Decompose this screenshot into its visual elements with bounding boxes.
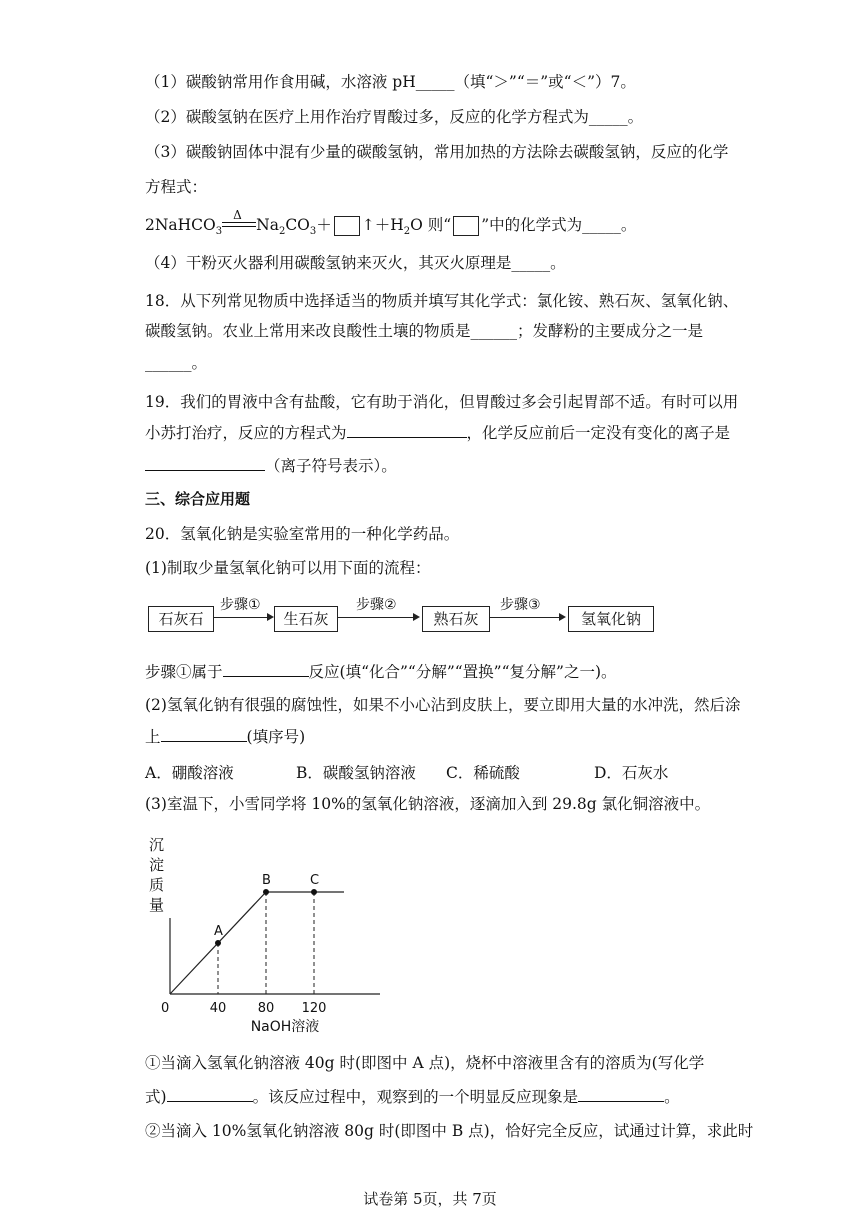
q20-3-2-line1: ②当滴入 10%氢氧化钠溶液 80g 时(即图中 B 点)，恰好完全反应，试通过计算，求此时 xyxy=(145,1122,754,1140)
flow-box-slaked-lime: 熟石灰 xyxy=(422,606,490,632)
q20-blank-2[interactable] xyxy=(161,726,247,742)
q19-line3: （离子符号表示）。 xyxy=(145,455,397,476)
q20-part2-line2: 上 (填序号) xyxy=(145,728,306,746)
page-footer: 试卷第 5页，共 7页 xyxy=(363,1190,497,1208)
q17-part2: （2）碳酸氢钠在医疗上用作治疗胃酸过多，反应的化学方程式为_____。 xyxy=(145,108,644,126)
q18-line3: ______。 xyxy=(145,354,208,372)
q20-part1-question: 步骤①属于 反应(填“化合”“分解”“置换”“复分解”之一)。 xyxy=(145,663,617,681)
q20-part3: (3)室温下，小雪同学将 10%的氢氧化钠溶液，逐滴加入到 29.8g 氯化铜溶液中。 xyxy=(145,795,711,813)
q17-part1: （1）碳酸钠常用作食用碱，水溶液 pH_____（填“＞”“＝”或“＜”）7。 xyxy=(145,73,636,91)
q20-part2-line1: (2)氢氧化钠有很强的腐蚀性，如果不小心沾到皮肤上，要立即用大量的水冲洗，然后涂 xyxy=(145,696,741,714)
q18-line2: 碳酸氢钠。农业上常用来改良酸性土壤的物质是______；发酵粉的主要成分之一是 xyxy=(145,322,704,340)
flow-step-3: 步骤③ xyxy=(500,597,541,613)
point-b xyxy=(263,889,269,895)
q20-blank-4[interactable] xyxy=(578,1086,664,1102)
svg-text:质: 质 xyxy=(149,876,165,894)
x-tick-40: 40 xyxy=(209,1001,227,1016)
q20-part1: (1)制取少量氢氧化钠可以用下面的流程： xyxy=(145,559,431,577)
point-c xyxy=(311,889,317,895)
precipitate-chart xyxy=(145,826,405,1036)
origin-label: 0 xyxy=(161,1001,170,1016)
option-b[interactable]: B．碳酸氢钠溶液 xyxy=(296,764,416,782)
y-axis-label xyxy=(149,836,164,914)
point-label-a: A xyxy=(214,924,223,939)
flow-step-1: 步骤① xyxy=(220,597,261,613)
answer-box-2[interactable] xyxy=(453,216,479,236)
point-label-b: B xyxy=(262,873,271,888)
q17-part4: （4）干粉灭火器利用碳酸氢钠来灭火，其灭火原理是_____。 xyxy=(145,254,566,272)
point-label-c: C xyxy=(310,873,320,888)
svg-text:淀: 淀 xyxy=(149,856,165,874)
flow-box-limestone: 石灰石 xyxy=(148,606,214,632)
answer-box-1[interactable] xyxy=(334,216,360,236)
svg-text:沉: 沉 xyxy=(149,836,165,854)
flow-step-2: 步骤② xyxy=(356,597,397,613)
q17-equation: 2NaHCO$_3$ Δ $Na_2CO_3+$ $↑+H_2O$ 则“ ”中的化学式为_____。 xyxy=(145,208,637,238)
x-tick-80: 80 xyxy=(257,1001,275,1016)
q20-blank-1[interactable] xyxy=(223,661,309,677)
q19-line2: 小苏打治疗，反应的方程式为 ，化学反应前后一定没有变化的离子是 xyxy=(145,424,731,442)
q20-3-1-line1: ①当滴入氢氧化钠溶液 40g 时(即图中 A 点)，烧杯中溶液里含有的溶质为(写化学 xyxy=(145,1054,705,1072)
option-a[interactable]: A．硼酸溶液 xyxy=(145,764,234,782)
svg-text:量: 量 xyxy=(149,896,165,914)
flow-arrow-1 xyxy=(214,617,272,618)
q18-line1: 18．从下列常见物质中选择适当的物质并填写其化学式：氯化铵、熟石灰、氢氧化钠、 xyxy=(145,292,739,310)
q20-intro: 20．氢氧化钠是实验室常用的一种化学药品。 xyxy=(145,525,460,543)
section-heading: 三、综合应用题 xyxy=(145,490,251,508)
q17-part3-line2: 方程式： xyxy=(145,178,208,196)
q19-blank-2[interactable] xyxy=(145,455,265,471)
flow-box-sodium-hydroxide: 氢氧化钠 xyxy=(568,606,654,632)
point-a xyxy=(215,940,221,946)
q19-blank-1[interactable] xyxy=(347,422,467,438)
option-c[interactable]: C．稀硫酸 xyxy=(446,764,520,782)
flow-box-quicklime: 生石灰 xyxy=(274,606,338,632)
flow-arrow-2 xyxy=(338,617,418,618)
q17-part3-line1: （3）碳酸钠固体中混有少量的碳酸氢钠，常用加热的方法除去碳酸氢钠，反应的化学 xyxy=(145,143,729,161)
process-flow-diagram xyxy=(148,598,668,638)
option-d[interactable]: D．石灰水 xyxy=(594,764,669,782)
q20-blank-3[interactable] xyxy=(167,1086,253,1102)
q20-3-1-line2: 式) 。该反应过程中，观察到的一个明显反应现象是 。 xyxy=(145,1088,680,1106)
x-tick-120: 120 xyxy=(301,1001,327,1016)
q19-line1: 19．我们的胃液中含有盐酸，它有助于消化，但胃酸过多会引起胃部不适。有时可以用 xyxy=(145,393,739,411)
heat-arrow: Δ xyxy=(222,219,256,233)
x-axis-label: NaOH溶液 xyxy=(250,1019,320,1035)
flow-arrow-3 xyxy=(490,617,564,618)
